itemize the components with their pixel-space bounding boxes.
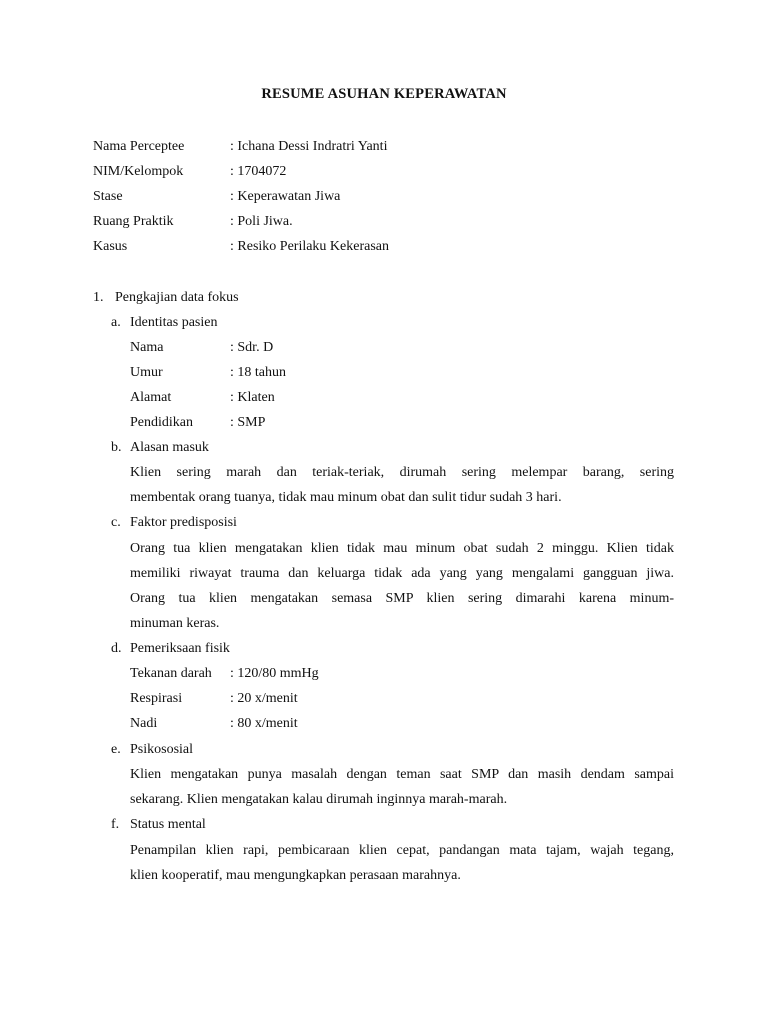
field-value: : Ichana Dessi Indratri Yanti: [230, 139, 388, 154]
field-value: : Sdr. D: [230, 340, 274, 355]
field-value: : Resiko Perilaku Kekerasan: [230, 239, 390, 254]
document-title: RESUME ASUHAN KEPERAWATAN: [261, 86, 507, 102]
paragraph-line: membentak orang tuanya, tidak mau minum obat dan sulit tidur sudah 3 hari.: [130, 490, 562, 505]
field-value: : Klaten: [230, 390, 275, 405]
subsection-title: Alasan masuk: [130, 440, 209, 455]
subsection-letter: e.: [111, 742, 121, 757]
field-value: : 80 x/menit: [230, 716, 298, 731]
subsection-letter: a.: [111, 315, 121, 330]
subsection-title: Status mental: [130, 817, 206, 832]
paragraph-line: memiliki riwayat trauma dan keluarga tidak ada yang yang mengalami gangguan jiwa.: [130, 566, 674, 581]
paragraph-line: Klien sering marah dan teriak-teriak, dirumah sering melempar barang, sering: [130, 465, 674, 480]
field-label: Stase: [93, 189, 123, 204]
paragraph-line: klien kooperatif, mau mengungkapkan perasaan marahnya.: [130, 868, 461, 883]
field-label: Ruang Praktik: [93, 214, 174, 229]
field-label: Umur: [130, 365, 163, 380]
field-label: Nadi: [130, 716, 158, 731]
subsection-letter: c.: [111, 515, 121, 530]
paragraph-line: Klien mengatakan punya masalah dengan teman saat SMP dan masih dendam sampai: [130, 767, 674, 782]
section-number: 1.: [93, 290, 104, 305]
field-value: : 1704072: [230, 164, 287, 179]
section-title: Pengkajian data fokus: [115, 290, 239, 305]
field-label: NIM/Kelompok: [93, 164, 184, 179]
paragraph-line: Orang tua klien mengatakan semasa SMP klien sering dimarahi karena minum-: [130, 591, 674, 606]
field-label: Nama: [130, 340, 164, 355]
field-label: Pendidikan: [130, 415, 193, 430]
field-label: Tekanan darah: [130, 666, 212, 681]
subsection-title: Pemeriksaan fisik: [130, 641, 230, 656]
field-value: : Keperawatan Jiwa: [230, 189, 341, 204]
subsection-letter: b.: [111, 440, 122, 455]
paragraph-line: minuman keras.: [130, 616, 220, 631]
field-label: Alamat: [130, 390, 172, 405]
field-value: : 120/80 mmHg: [230, 666, 319, 681]
field-label: Nama Perceptee: [93, 139, 185, 154]
subsection-title: Faktor predisposisi: [130, 515, 237, 530]
field-label: Respirasi: [130, 691, 183, 706]
paragraph-line: sekarang. Klien mengatakan kalau dirumah inginnya marah-marah.: [130, 792, 508, 807]
subsection-letter: d.: [111, 641, 122, 656]
field-value: : 20 x/menit: [230, 691, 298, 706]
subsection-title: Identitas pasien: [130, 315, 218, 330]
field-label: Kasus: [93, 239, 128, 254]
subsection-title: Psikososial: [130, 742, 194, 757]
field-value: : 18 tahun: [230, 365, 286, 380]
subsection-letter: f.: [111, 817, 120, 832]
paragraph-line: Orang tua klien mengatakan klien tidak mau minum obat sudah 2 minggu. Klien tidak: [130, 541, 674, 556]
field-value: : SMP: [230, 415, 266, 430]
field-value: : Poli Jiwa.: [230, 214, 293, 229]
paragraph-line: Penampilan klien rapi, pembicaraan klien cepat, pandangan mata tajam, wajah tegang,: [130, 843, 674, 858]
